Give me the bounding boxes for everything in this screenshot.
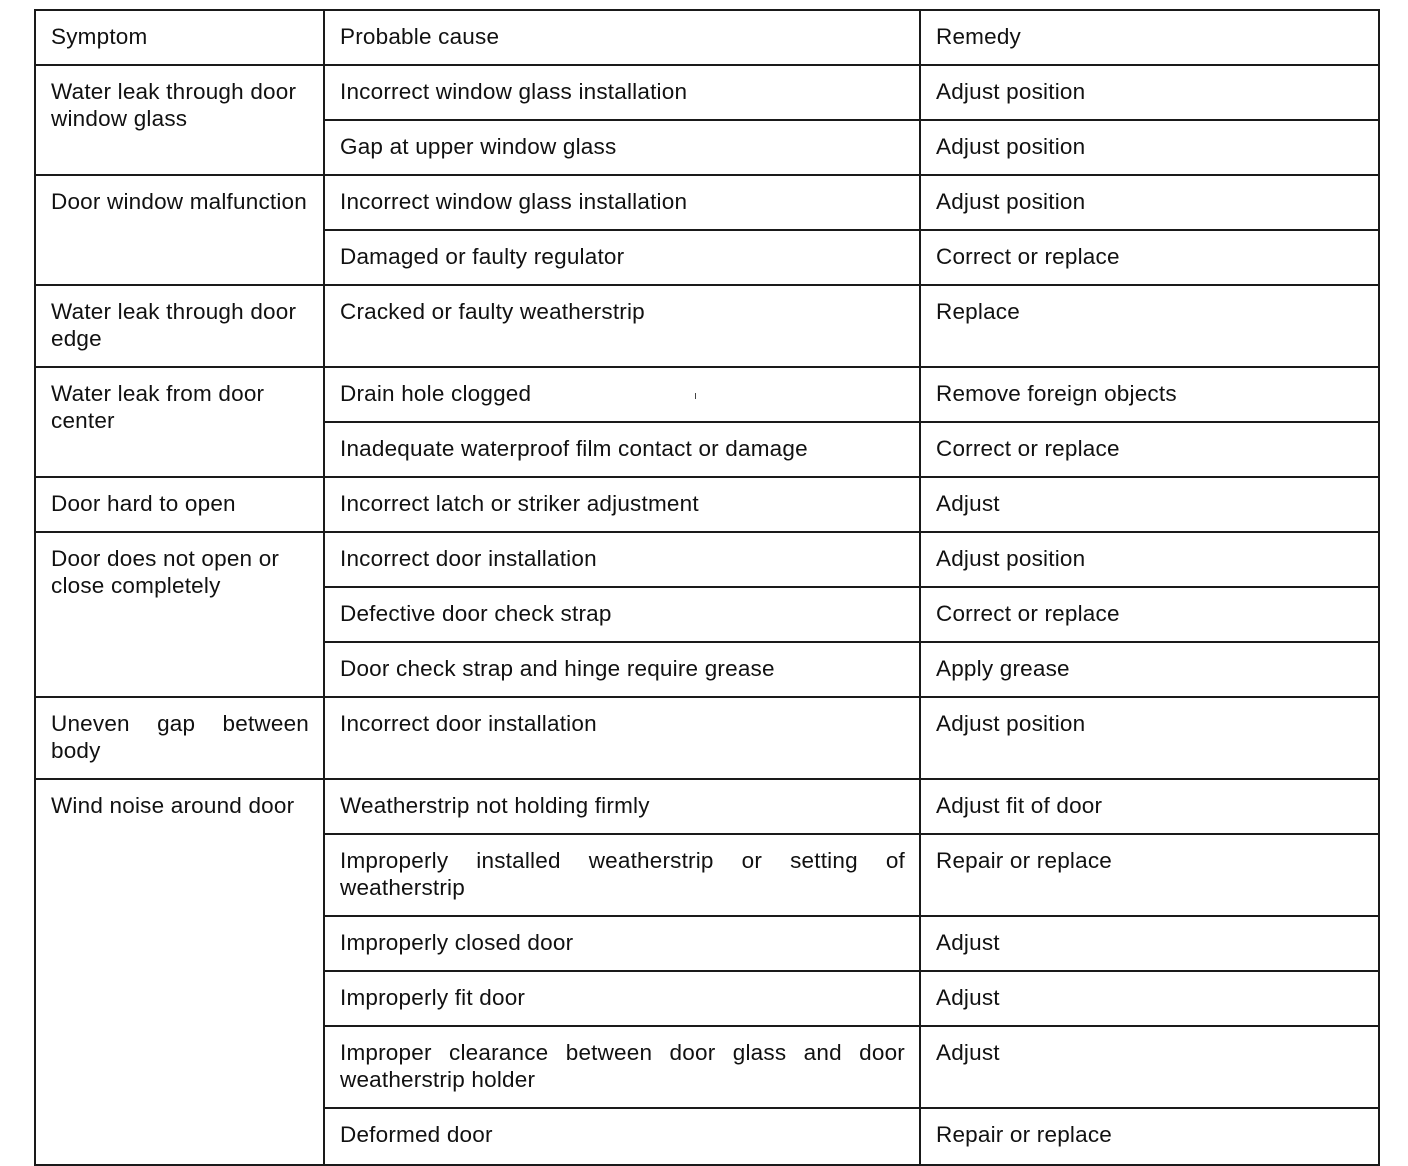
cause-cell: Door check strap and hinge require grease: [324, 642, 920, 697]
symptom-cell: Door does not open or close completely: [35, 532, 324, 697]
cause-cell: Drain hole clogged: [324, 367, 920, 422]
cause-cell: Incorrect latch or striker adjustment: [324, 477, 920, 532]
symptom-cell: Water leak from door center: [35, 367, 324, 477]
remedy-cell: Adjust position: [920, 65, 1379, 120]
table-row: [35, 779, 1379, 834]
cause-cell: Weatherstrip not holding firmly: [324, 779, 920, 834]
cause-cell: Improperly fit door: [324, 971, 920, 1026]
remedy-cell: Adjust fit of door: [920, 779, 1379, 834]
troubleshooting-table-container: [34, 9, 1378, 1166]
cause-cell: Improperly closed door: [324, 916, 920, 971]
cause-cell: Improper clearance between door glass and door weatherstrip holder: [324, 1026, 920, 1108]
remedy-cell: Adjust: [920, 1026, 1379, 1108]
table-row: [35, 477, 1379, 532]
cause-cell: Defective door check strap: [324, 587, 920, 642]
header-probable-cause: Probable cause: [324, 10, 920, 65]
symptom-cell: Uneven gap between body: [35, 697, 324, 779]
remedy-cell: Adjust: [920, 477, 1379, 532]
symptom-cell: Water leak through door edge: [35, 285, 324, 367]
scan-artifact-mark: [695, 393, 696, 399]
remedy-cell: Repair or replace: [920, 1108, 1379, 1165]
symptom-cell: Door hard to open: [35, 477, 324, 532]
header-remedy: Remedy: [920, 10, 1379, 65]
symptom-cell: Wind noise around door: [35, 779, 324, 1165]
symptom-cell: Water leak through door window glass: [35, 65, 324, 175]
cause-cell: Incorrect door installation: [324, 532, 920, 587]
remedy-cell: Correct or replace: [920, 587, 1379, 642]
remedy-cell: Apply grease: [920, 642, 1379, 697]
remedy-cell: Repair or replace: [920, 834, 1379, 916]
table-row: [35, 65, 1379, 120]
cause-cell: Improperly installed weatherstrip or setting of weatherstrip: [324, 834, 920, 916]
remedy-cell: Adjust position: [920, 175, 1379, 230]
remedy-cell: Correct or replace: [920, 230, 1379, 285]
header-symptom: Symptom: [35, 10, 324, 65]
remedy-cell: Correct or replace: [920, 422, 1379, 477]
cause-cell: Damaged or faulty regulator: [324, 230, 920, 285]
cause-cell: Gap at upper window glass: [324, 120, 920, 175]
table-row: [35, 285, 1379, 367]
remedy-cell: Adjust position: [920, 120, 1379, 175]
symptom-cell: Door window malfunction: [35, 175, 324, 285]
cause-cell: Deformed door: [324, 1108, 920, 1165]
remedy-cell: Remove foreign objects: [920, 367, 1379, 422]
table-row: [35, 532, 1379, 587]
cause-cell: Incorrect window glass installation: [324, 175, 920, 230]
remedy-cell: Adjust: [920, 916, 1379, 971]
table-row: [35, 175, 1379, 230]
remedy-cell: Adjust position: [920, 697, 1379, 779]
table-row: [35, 697, 1379, 779]
cause-cell: Incorrect door installation: [324, 697, 920, 779]
table-row: [35, 367, 1379, 422]
cause-cell: Inadequate waterproof film contact or damage: [324, 422, 920, 477]
table-header-row: [35, 10, 1379, 65]
cause-cell: Incorrect window glass installation: [324, 65, 920, 120]
remedy-cell: Replace: [920, 285, 1379, 367]
remedy-cell: Adjust position: [920, 532, 1379, 587]
troubleshooting-table: [34, 9, 1380, 1166]
remedy-cell: Adjust: [920, 971, 1379, 1026]
cause-cell: Cracked or faulty weatherstrip: [324, 285, 920, 367]
